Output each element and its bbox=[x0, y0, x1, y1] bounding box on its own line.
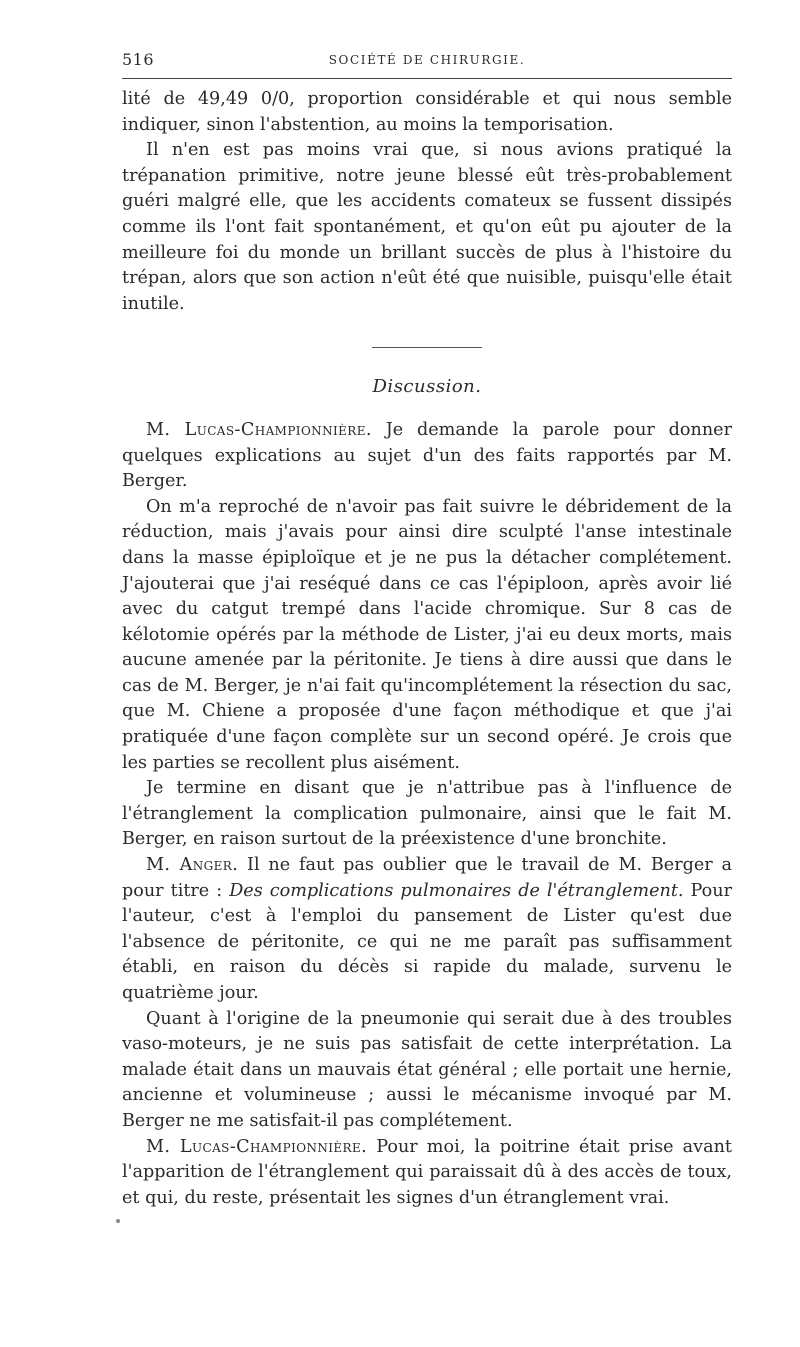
paragraph-reduction: On m'a reproché de n'avoir pas fait suivre le débridement de la réduction, mais j'avais pour ainsi dire sculpté l'anse intestinale dans la masse épiploïque et je ne pus la détacher complétement. J'ajouterai que j'ai reséqué dans ce cas l'épiploon, après avoir lié avec du catgut trempé dans l'acide chromique. Sur 8 cas de kélotomie opérés par la méthode de Lister, j'ai eu deux morts, mais aucune amenée par la péritonite. Je tiens à dire aussi que dans le cas de M. Berger, je n'ai fait qu'incomplétement la résection du sac, que M. Chiene a proposée d'une façon méthodique et que j'ai pratiquée d'une façon complète sur un second opéré. Je crois que les parties se recollent plus aisément. bbox=[122, 496, 732, 773]
speaker-name: M. Anger. bbox=[146, 855, 239, 876]
header-rule bbox=[122, 78, 732, 79]
section-title: Discussion. bbox=[372, 376, 482, 398]
body-text bbox=[122, 87, 732, 1211]
page bbox=[122, 50, 732, 1211]
paragraph-text: Je demande la parole pour donner quelques explications au sujet d'un des faits rapportés par M. Berger. bbox=[122, 419, 732, 492]
ink-speck bbox=[116, 1219, 120, 1223]
running-title: SOCIÉTÉ DE CHIRURGIE. bbox=[328, 53, 526, 67]
page-number: 516 bbox=[122, 50, 155, 69]
paragraph-pneumonie: Quant à l'origine de la pneumonie qui serait due à des troubles vaso-moteurs, je ne suis pas satisfait de cette interprétation. La malade était dans un mauvais état général ; elle portait une hernie, ancienne et volumineuse ; aussi le mécanisme invoqué par M. Berger ne me satisfait-il pas complétement. bbox=[122, 1008, 732, 1131]
paragraph-lucas-2 bbox=[122, 1135, 732, 1212]
paragraph-text: Pour moi, la poitrine était prise avant l'apparition de l'étranglement qui paraissait dû à des accès de toux, et qui, du reste, présentait les signes d'un étranglement vrai. bbox=[122, 1136, 732, 1208]
paragraph-complication: Je termine en disant que je n'attribue pas à l'influence de l'étranglement la complication pulmonaire, ainsi que le fait M. Berger, en raison surtout de la préexistence d'une bronchite. bbox=[122, 778, 732, 850]
paragraph-text: Pour l'auteur, c'est à l'emploi du pansement de Lister qu'est due l'absence de péritonite, ce qui ne me paraît pas suffisamment établi, en raison du décès si rapide du malade, survenu le quatrième jour. bbox=[122, 880, 732, 1003]
paragraph-lucas-1 bbox=[122, 418, 732, 495]
speaker-name: M. Lucas-Championnière. bbox=[146, 1136, 368, 1157]
work-title: Des complications pulmonaires de l'étranglement. bbox=[229, 880, 684, 901]
paragraph-text: Il ne faut pas oublier que le travail de M. Berger a pour titre : bbox=[122, 855, 732, 901]
speaker-name: M. Lucas-Championnière. bbox=[146, 419, 372, 440]
paragraph-trepanation: Il n'en est pas moins vrai que, si nous avions pratiqué la trépanation primitive, notre jeune blessé eût très-probablement guéri malgré elle, que les accidents comateux se fussent dissipés comme ils l'ont fait spontanément, et qu'on eût pu ajouter de la meilleure foi du monde un brillant succès de plus à l'histoire du trépan, alors que son action n'eût été que nuisible, puisqu'elle était inutile. bbox=[122, 140, 732, 314]
running-head bbox=[122, 50, 732, 78]
paragraph-anger bbox=[122, 853, 732, 1007]
section-separator bbox=[372, 347, 482, 348]
paragraph-continuation: lité de 49,49 0/0, proportion considérable et qui nous semble indiquer, sinon l'abstention, au moins la temporisation. bbox=[122, 89, 732, 135]
